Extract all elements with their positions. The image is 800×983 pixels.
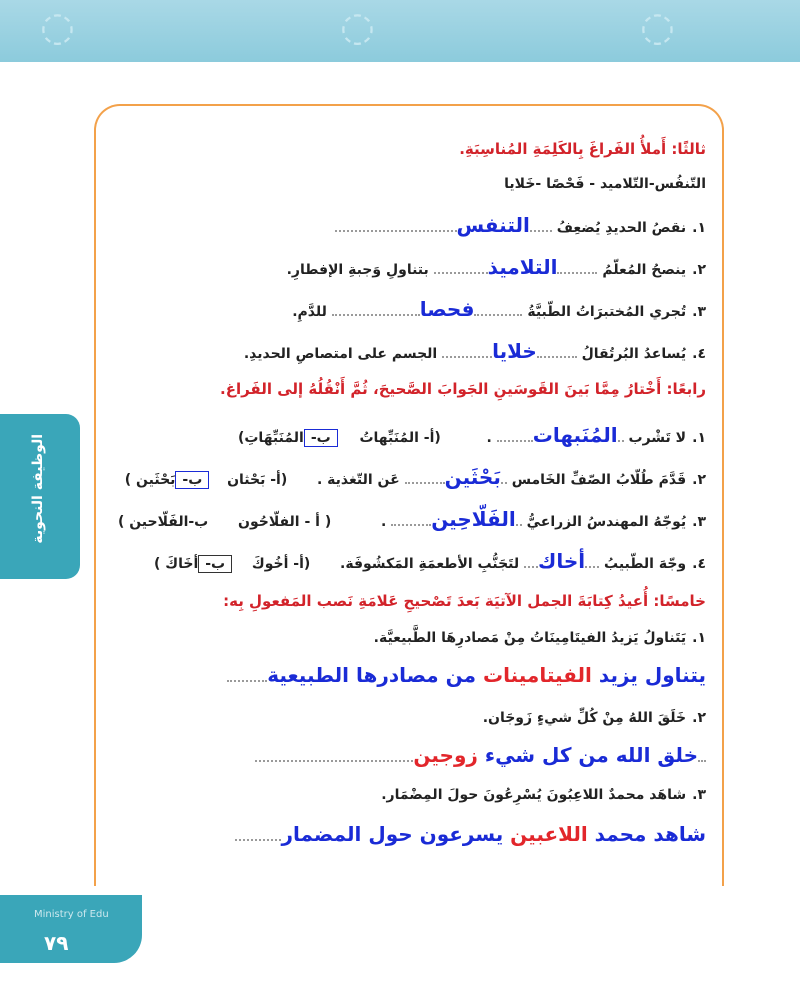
section5-item-3: ٣.شاهَد محمدٌ اللاعِبُونَ يُسْرِعُونَ حولَ المِضْمَار.	[381, 787, 706, 803]
option-b-label: ب-	[188, 514, 209, 530]
option-a: (أ- أخُوكَ	[251, 556, 311, 572]
section4-item-2: ٢.قَدَّمَ طُلّابُ الصّفِّ الخَامس بَحْثَين عَن التّغذية . (أ- بَحْثان ب-بَحْثَين )	[124, 465, 706, 489]
section4-heading: رابعًا: أَخْتارُ مِمَّا بَينَ القَوسَينِ الجَوابَ الصَّحيحَ، ثُمَّ أَنْقُلُهُ إلى الفَراغ.	[220, 380, 706, 398]
page-footer	[0, 895, 142, 963]
section5-answer-2: خلق الله من كل شيء زوجين	[255, 743, 706, 767]
option-b-box: ب-	[304, 429, 338, 447]
blank-dots	[235, 839, 281, 841]
answer: أخاك	[538, 549, 586, 573]
section3-item-4: ٤.يُساعدُ البُرتُقالُ خلايا الجسم على امتصاصِ الحديدِ.	[243, 339, 706, 363]
section3-item-2: ٢.ينصحُ المُعلّمُ التلاميذ بتناولِ وَجبةِ الإفطارِ.	[286, 255, 706, 279]
blank-dots	[497, 440, 533, 442]
option-a: (أ- بَحْثان	[227, 472, 288, 488]
blank-dots	[501, 482, 507, 484]
answer: خلايا	[492, 339, 537, 363]
section3-heading: ثالثًا: أَملأُ الفَراغَ بِالكَلِمَةِ المُناسِبَةِ.	[459, 140, 706, 158]
option-b-box: ب-	[198, 555, 232, 573]
section4-item-3: ٣.يُوجّهُ المهندسُ الزراعيُّ الفَلّاحِين . ( أ - الفلّاحُون ب-الفَلّاحين )	[117, 507, 706, 531]
blank-dots	[391, 524, 431, 526]
option-b: بَحْثَين )	[124, 472, 176, 488]
blank-dots	[405, 482, 445, 484]
blank-dots	[227, 680, 267, 682]
page-number: ٧٩	[44, 931, 69, 955]
side-tab	[0, 414, 80, 579]
option-b-box: ب-	[175, 471, 209, 489]
option-b: المُنَبِّهَاتِ)	[237, 430, 304, 446]
section4-item-4: ٤.وجّهَ الطّبيبُ أخاك لتَجَنُّبِ الأطعمَةِ المَكشُوفَة. (أ- أخُوكَ ب-أخَاكَ )	[154, 549, 706, 573]
answer: بَحْثَين	[444, 465, 501, 489]
section3-item-3: ٣.تُجري المُختبرَاتُ الطّبيَّةُ فحصا للدَّمِ.	[292, 297, 706, 321]
section5-item-1: ١.يَتَناولُ يَزيدُ الفيتَامِينَاتُ مِنْ مَصادرِهَا الطَّبيعيَّة.	[373, 630, 706, 646]
answer: فحصا	[419, 297, 475, 321]
decorative-pattern: ◌	[40, 4, 75, 50]
option-b: الفَلّاحين )	[117, 514, 189, 530]
blank-dots	[255, 760, 413, 762]
blank-dots	[618, 440, 624, 442]
word-bank: التّنفُس-التّلاميد - فَحْصًا -خَلايا	[504, 176, 706, 192]
blank-dots	[332, 314, 420, 316]
section4-item-1: ١.لا تَشْرب المُنَبهات . (أ- المُنَبِّهاتُ ب-المُنَبِّهَاتِ)	[237, 423, 706, 447]
section5-answer-1: يتناول يزيد الفيتامينات من مصادرها الطبيعية	[227, 663, 706, 687]
blank-dots	[434, 272, 488, 274]
blank-dots	[585, 566, 599, 568]
option-b: أخَاكَ )	[154, 556, 199, 572]
blank-dots	[557, 272, 597, 274]
blank-dots	[698, 760, 706, 762]
blank-dots	[516, 524, 522, 526]
option-a: ( أ - الفلّاحُون	[238, 514, 332, 530]
blank-dots	[474, 314, 522, 316]
answer: المُنَبهات	[532, 423, 618, 447]
section5-heading: خامسًا: أُعيدُ كِتابَةَ الجمل الآتيَة بَعدَ تَصْحيحِ عَلامَةِ نَصب المَفعولِ بِه:	[223, 592, 706, 610]
section5-item-2: ٢.خَلَقَ اللهُ مِنْ كُلِّ شيءٍ زَوجَان.	[482, 710, 706, 726]
decorative-pattern: ◌	[640, 4, 675, 50]
top-banner	[0, 0, 800, 62]
section3-item-1: ١.نقصُ الحديدِ يُضعِفُ التنفس	[335, 213, 707, 237]
blank-dots	[442, 356, 492, 358]
blank-dots	[530, 230, 552, 232]
option-a: (أ- المُنَبِّهاتُ	[359, 430, 441, 446]
decorative-pattern: ◌	[340, 4, 375, 50]
answer: التنفس	[456, 213, 530, 237]
side-tab-label: الوظيفة النحوية	[30, 434, 46, 544]
answer: الفَلّاحِين	[431, 507, 516, 531]
blank-dots	[537, 356, 577, 358]
blank-dots	[335, 230, 457, 232]
answer: التلاميذ	[487, 255, 558, 279]
blank-dots	[524, 566, 538, 568]
ministry-label: Ministry of Edu	[34, 909, 109, 920]
section5-answer-3: شاهد محمد اللاعبين يسرعون حول المضمار	[235, 822, 706, 846]
